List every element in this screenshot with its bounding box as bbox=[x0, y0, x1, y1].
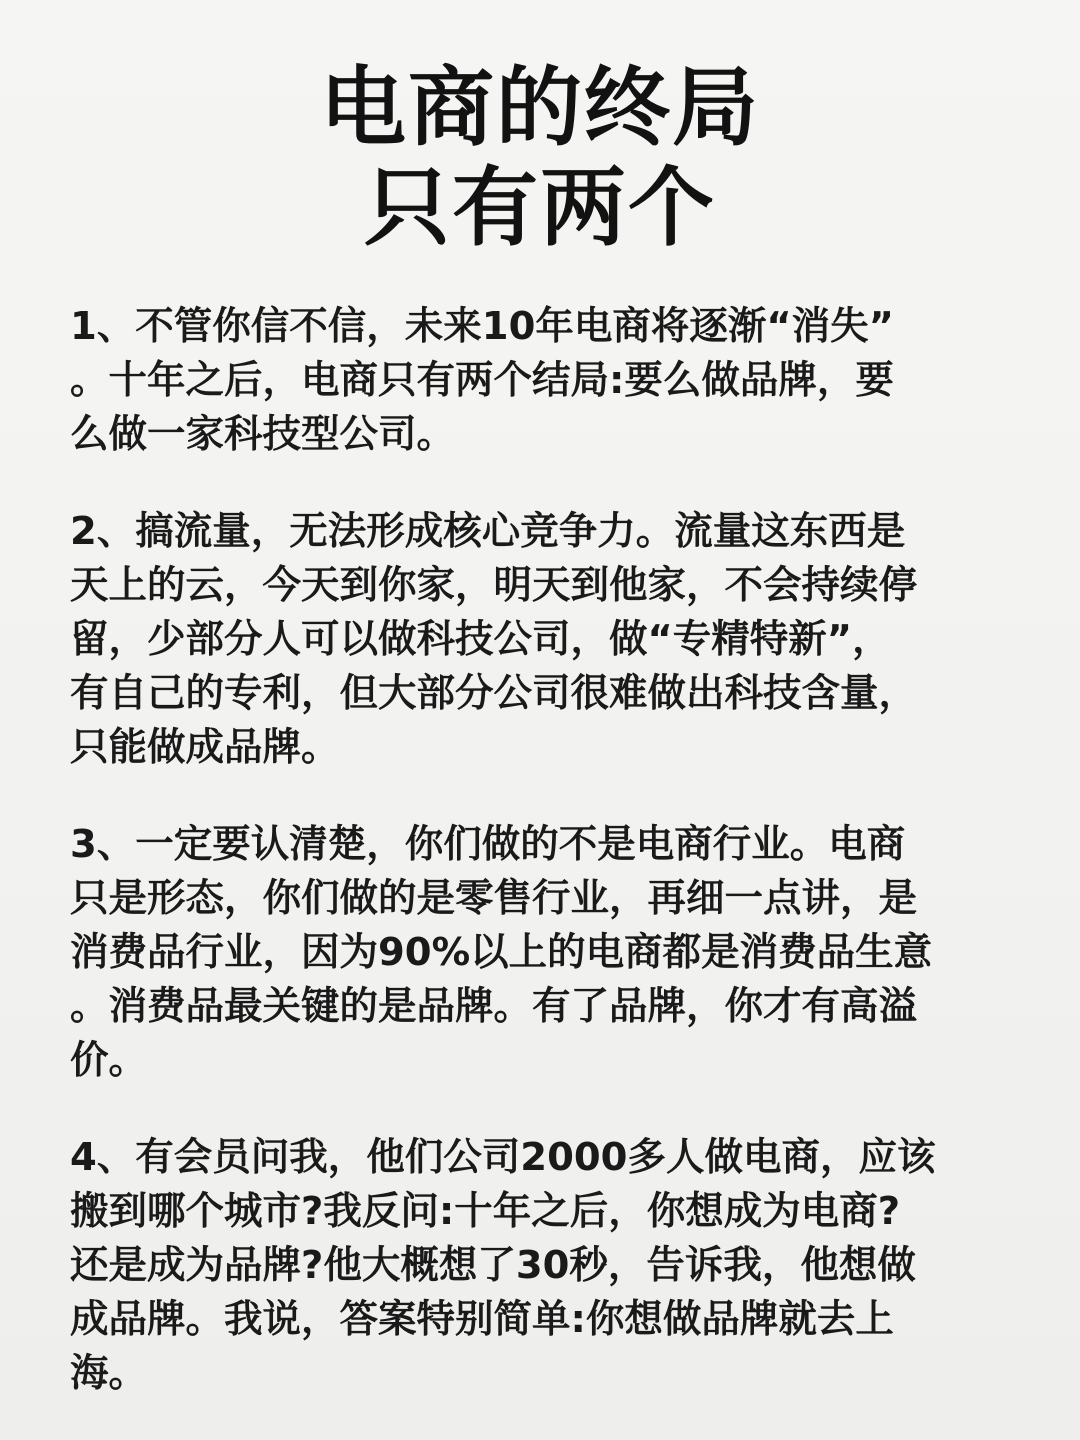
paragraph-line: 天上的云，今天到你家，明天到他家，不会持续停 bbox=[70, 563, 918, 608]
title-line-1: 电商的终局 bbox=[320, 58, 760, 158]
paragraph-line: 2、搞流量，无法形成核心竞争力。流量这东西是 bbox=[70, 509, 906, 554]
paragraph-line: 搬到哪个城市?我反问:十年之后，你想成为电商? bbox=[70, 1189, 901, 1234]
paragraph-1 bbox=[70, 300, 1010, 462]
paragraph-line: 只是形态，你们做的是零售行业，再细一点讲，是 bbox=[70, 876, 918, 921]
paragraph-line: 。十年之后，电商只有两个结局:要么做品牌，要 bbox=[70, 358, 894, 403]
paragraph-line: 有自己的专利，但大部分公司很难做出科技含量， bbox=[70, 671, 918, 716]
paragraph-line: 留，少部分人可以做科技公司，做“专精特新”， bbox=[70, 617, 891, 662]
paragraph-line: 成品牌。我说，答案特别简单:你想做品牌就去上 bbox=[70, 1297, 894, 1342]
title-line-2: 只有两个 bbox=[364, 158, 716, 258]
paragraph-line: 3、一定要认清楚，你们做的不是电商行业。电商 bbox=[70, 822, 906, 867]
article-body bbox=[70, 300, 1010, 1401]
paragraph-4 bbox=[70, 1131, 1010, 1401]
paragraph-3 bbox=[70, 818, 1010, 1088]
paragraph-line: 1、不管你信不信，未来10年电商将逐渐“消失” bbox=[70, 304, 894, 349]
paragraph-line: 还是成为品牌?他大概想了30秒，告诉我，他想做 bbox=[70, 1243, 916, 1288]
paragraph-line: 消费品行业，因为90%以上的电商都是消费品生意 bbox=[70, 930, 933, 975]
paragraph-line: 么做一家科技型公司。 bbox=[70, 412, 456, 457]
paragraph-2 bbox=[70, 505, 1010, 775]
paragraph-line: 海。 bbox=[70, 1351, 148, 1396]
paragraph-line: 只能做成品牌。 bbox=[70, 725, 340, 770]
paragraph-line: 。消费品最关键的是品牌。有了品牌，你才有高溢 bbox=[70, 984, 918, 1029]
page-title bbox=[0, 58, 1080, 258]
paragraph-line: 价。 bbox=[70, 1038, 148, 1083]
paragraph-line: 4、有会员问我，他们公司2000多人做电商，应该 bbox=[70, 1135, 936, 1180]
